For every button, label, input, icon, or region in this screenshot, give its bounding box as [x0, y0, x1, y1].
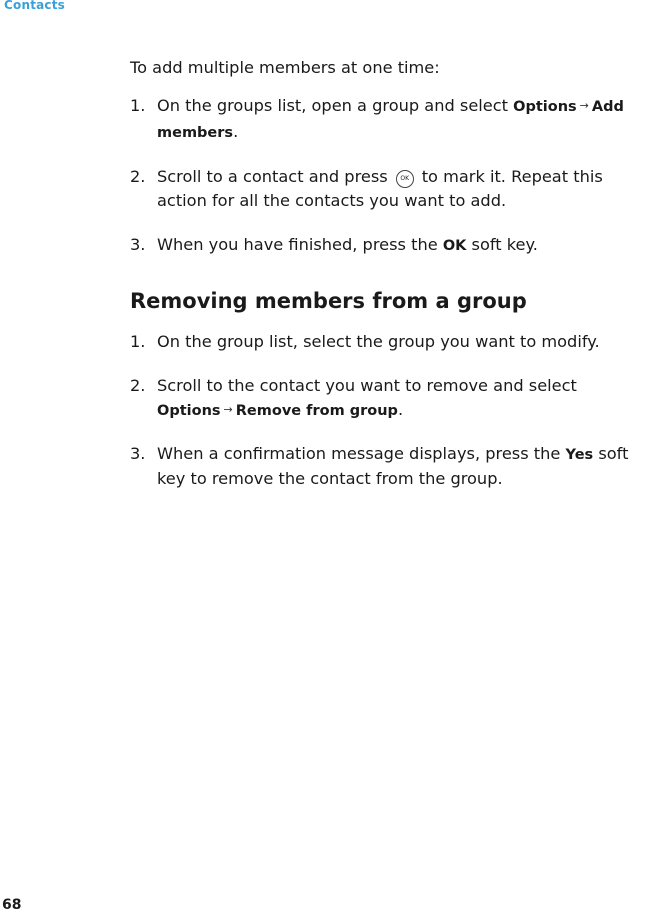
step-text-end: soft key to remove the contact from the group. [157, 444, 629, 488]
arrow-icon: → [223, 403, 233, 416]
add-step-1 [130, 94, 655, 145]
remove-step-2 [130, 374, 655, 424]
step-text: Scroll to the contact you want to remove and select [157, 376, 577, 395]
menu-command-options: Options [157, 403, 221, 419]
step-text: On the groups list, open a group and select [157, 96, 514, 115]
ok-key-icon: OK [396, 170, 414, 188]
step-text-end: to mark it. Repeat this action for all the contacts you want to add. [157, 167, 603, 210]
step-number: 2. [130, 167, 146, 186]
remove-step-3 [130, 442, 655, 491]
step-text-end: . [233, 122, 239, 141]
running-head: Contacts [4, 0, 66, 12]
section-heading: Removing members from a group [130, 289, 527, 313]
add-step-2 [130, 165, 655, 213]
remove-step-1 [130, 330, 655, 354]
page-content [130, 56, 655, 511]
menu-command-remove-from-group: Remove from group [235, 403, 398, 419]
step-number: 3. [130, 235, 146, 254]
step-text-end: soft key. [466, 235, 538, 254]
step-text: When you have finished, press the [157, 235, 443, 254]
step-number: 2. [130, 376, 146, 395]
step-text: Scroll to a contact and press [157, 167, 388, 186]
page-number: 68 [2, 897, 22, 913]
step-number: 1. [130, 96, 146, 115]
menu-command-add-members: Add members [157, 99, 624, 141]
step-text: On the group list, select the group you want to modify. [157, 332, 600, 351]
menu-command-options: Options [513, 99, 577, 115]
soft-key-ok: OK [442, 238, 467, 254]
soft-key-yes: Yes [565, 447, 594, 463]
step-text: When a confirmation message displays, press the [157, 444, 566, 463]
step-number: 3. [130, 444, 146, 463]
intro-text: To add multiple members at one time: [130, 58, 440, 77]
step-number: 1. [130, 332, 146, 351]
step-text-end: . [397, 400, 404, 419]
add-step-3 [130, 233, 655, 258]
arrow-icon: → [579, 99, 589, 112]
